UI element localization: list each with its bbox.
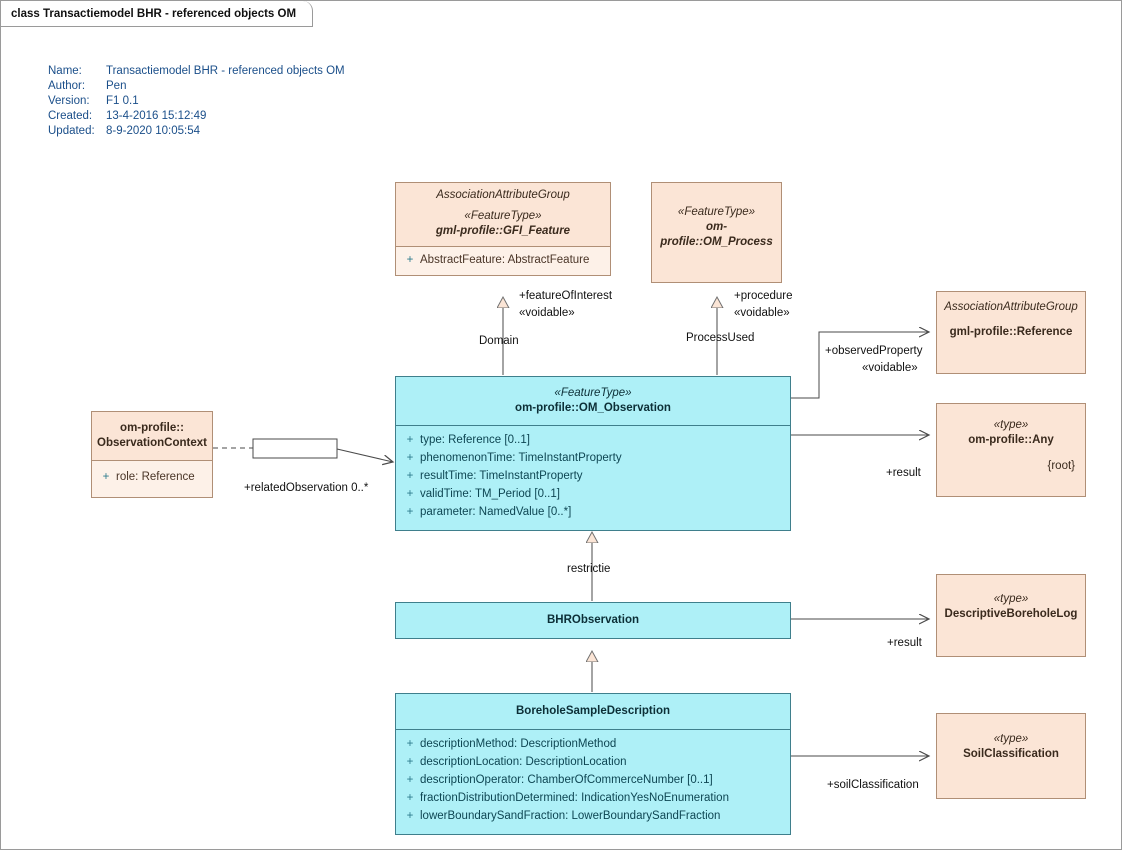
visibility-marker: + — [406, 253, 414, 266]
metadata-key: Version: — [48, 95, 90, 107]
edge-label-feature-of-interest-voidable: «voidable» — [519, 307, 575, 319]
attribute-row — [400, 736, 786, 754]
visibility-marker: + — [406, 434, 414, 447]
metadata-key: Created: — [48, 110, 93, 122]
class-header — [937, 714, 1085, 768]
attribute-text: resultTime: TimeInstantProperty — [420, 470, 583, 483]
attribute-row — [96, 469, 208, 487]
metadata-row — [48, 125, 345, 140]
class-header — [937, 404, 1085, 454]
class-header — [652, 183, 781, 257]
edge-label-restrictie: restrictie — [567, 563, 611, 575]
class-name: BoreholeSampleDescription — [515, 705, 670, 717]
metadata-key: Name: — [48, 65, 82, 77]
class-name: BHRObservation — [546, 614, 640, 626]
attribute-row — [400, 468, 786, 486]
class-name: gml-profile::GFI_Feature — [435, 225, 571, 238]
class-header — [396, 603, 790, 634]
visibility-marker: + — [406, 774, 414, 787]
attribute-row — [400, 808, 786, 826]
class-gfi-feature[interactable] — [395, 182, 611, 276]
metadata-key: Author: — [48, 80, 86, 92]
attribute-row — [400, 772, 786, 790]
metadata-key: Updated: — [48, 125, 95, 137]
edge-label-observed-property: +observedProperty — [825, 345, 923, 357]
attribute-text: type: Reference [0..1] — [420, 434, 530, 447]
class-group: AssociationAttributeGroup — [944, 301, 1078, 313]
class-constraint: {root} — [1047, 460, 1075, 473]
metadata-value: 8-9-2020 10:05:54 — [106, 125, 200, 137]
attribute-text: descriptionOperator: ChamberOfCommerceNumber [0..1] — [420, 774, 713, 787]
edge-label-feature-of-interest: +featureOfInterest — [519, 290, 613, 302]
attribute-text: AbstractFeature: AbstractFeature — [420, 253, 590, 266]
class-attributes — [92, 460, 212, 497]
class-attributes — [396, 246, 610, 276]
attribute-text: lowerBoundarySandFraction: LowerBoundarySandFraction — [420, 809, 721, 822]
class-header — [937, 575, 1085, 628]
metadata-value: 13-4-2016 15:12:49 — [106, 110, 207, 122]
class-bhr-observation[interactable] — [395, 602, 791, 639]
edge-label-related-observation: +relatedObservation 0..* — [244, 482, 369, 494]
class-namespace: om-profile:: — [120, 422, 184, 434]
metadata-row — [48, 80, 345, 95]
metadata-value: Transactiemodel BHR - referenced objects OM — [106, 65, 345, 77]
class-om-process[interactable] — [651, 182, 782, 283]
edge-label-procedure: +procedure — [734, 290, 793, 302]
edge-label-domain: Domain — [479, 335, 519, 347]
class-borehole-sample-description[interactable] — [395, 693, 791, 835]
visibility-marker: + — [406, 488, 414, 501]
attribute-text: validTime: TM_Period [0..1] — [420, 488, 560, 501]
class-name: gml-profile::Reference — [949, 326, 1073, 339]
class-stereotype: «FeatureType» — [554, 387, 632, 399]
attribute-text: descriptionMethod: DescriptionMethod — [420, 738, 617, 751]
class-name: ObservationContext — [97, 437, 207, 450]
class-header — [937, 292, 1085, 346]
attribute-row — [400, 432, 786, 450]
class-header — [396, 377, 790, 425]
diagram-metadata — [48, 65, 345, 140]
class-name: om-profile::OM_Process — [660, 221, 773, 249]
edge-related-observation — [213, 439, 393, 462]
class-name: om-profile::OM_Observation — [515, 402, 671, 415]
visibility-marker: + — [406, 470, 414, 483]
attribute-row — [400, 754, 786, 772]
class-soil-classification[interactable] — [936, 713, 1086, 799]
attribute-row — [400, 790, 786, 808]
visibility-marker: + — [406, 809, 414, 822]
edge-label-result-any: +result — [886, 467, 921, 479]
class-stereotype: «FeatureType» — [677, 206, 756, 218]
class-gml-reference[interactable] — [936, 291, 1086, 374]
diagram-title: class Transactiemodel BHR - referenced objects OM — [11, 7, 297, 20]
attribute-row — [400, 450, 786, 468]
attribute-row — [400, 486, 786, 504]
edge-label-soil-classification: +soilClassification — [827, 779, 919, 791]
class-stereotype: «type» — [993, 733, 1029, 745]
class-stereotype: «type» — [993, 593, 1029, 605]
class-header — [396, 183, 610, 246]
class-header — [396, 694, 790, 729]
class-name: om-profile::Any — [968, 434, 1054, 447]
edge-label-result-log: +result — [887, 637, 922, 649]
metadata-value: F1 0.1 — [106, 95, 139, 107]
class-attributes — [396, 425, 790, 530]
class-attributes — [396, 729, 790, 834]
class-group: AssociationAttributeGroup — [436, 189, 570, 201]
attribute-text: parameter: NamedValue [0..*] — [420, 506, 572, 519]
attribute-text: descriptionLocation: DescriptionLocation — [420, 756, 627, 769]
attribute-text: fractionDistributionDetermined: IndicationYesNoEnumeration — [420, 791, 729, 804]
class-stereotype: «type» — [993, 419, 1029, 431]
metadata-row — [48, 110, 345, 125]
visibility-marker: + — [406, 756, 414, 769]
metadata-row — [48, 65, 345, 80]
attribute-row — [400, 504, 786, 522]
attribute-text: phenomenonTime: TimeInstantProperty — [420, 452, 622, 465]
attribute-text: role: Reference — [116, 471, 195, 484]
visibility-marker: + — [406, 506, 414, 519]
class-stereotype: «FeatureType» — [464, 210, 542, 223]
visibility-marker: + — [406, 791, 414, 804]
edge-label-observed-property-voidable: «voidable» — [862, 362, 918, 374]
metadata-row — [48, 95, 345, 110]
class-descriptive-borehole-log[interactable] — [936, 574, 1086, 657]
visibility-marker: + — [406, 738, 414, 751]
class-header — [92, 412, 212, 460]
edge-label-process-used: ProcessUsed — [686, 332, 755, 344]
diagram-title-tab — [1, 1, 313, 27]
class-om-any[interactable] — [936, 403, 1086, 497]
class-observation-context[interactable] — [91, 411, 213, 498]
visibility-marker: + — [406, 452, 414, 465]
edge-label-procedure-voidable: «voidable» — [734, 307, 790, 319]
class-name: DescriptiveBoreholeLog — [944, 608, 1078, 621]
metadata-value: Pen — [106, 80, 127, 92]
class-name: SoilClassification — [963, 748, 1059, 761]
class-om-observation[interactable] — [395, 376, 791, 531]
visibility-marker: + — [102, 471, 110, 484]
attribute-row — [400, 252, 606, 270]
